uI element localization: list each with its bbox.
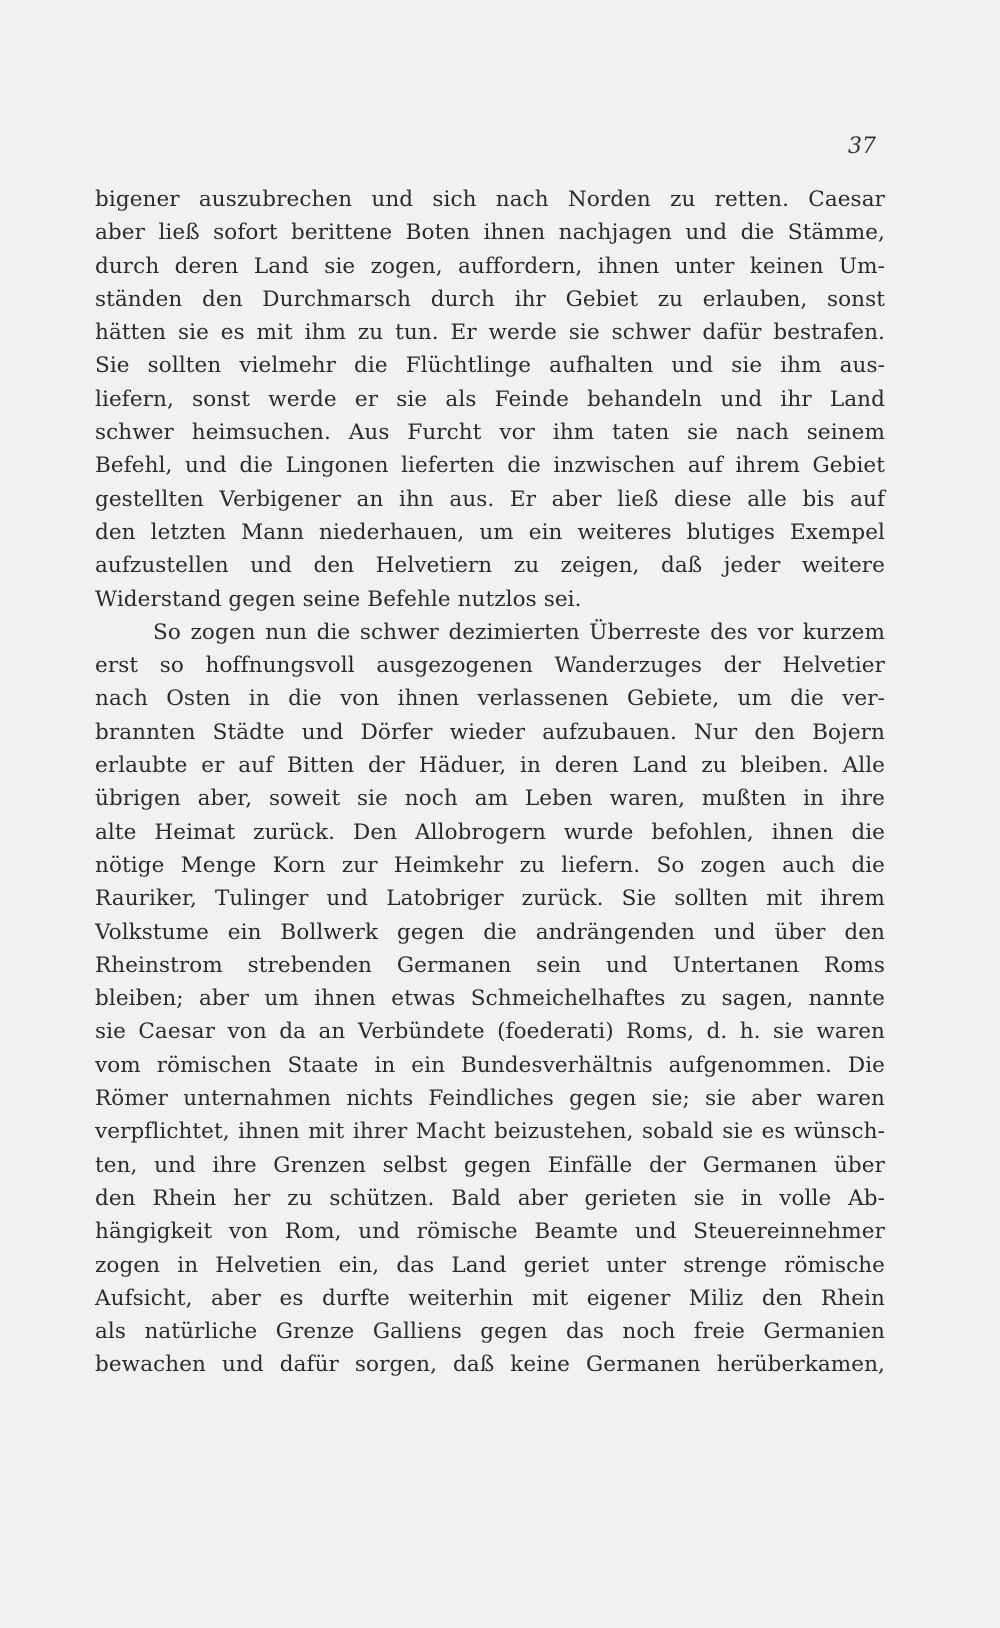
text-line: erst so hoffnungsvoll ausgezogenen Wanderzuges der Helvetier: [95, 653, 885, 679]
text-line: schwer heimsuchen. Aus Furcht vor ihm taten sie nach seinem: [95, 420, 885, 446]
text-line: verpflichtet, ihnen mit ihrer Macht beizustehen, sobald sie es wünsch-: [95, 1119, 885, 1145]
text-line: Sie sollten vielmehr die Flüchtlinge aufhalten und sie ihm aus-: [95, 353, 885, 379]
text-line: den letzten Mann niederhauen, um ein weiteres blutiges Exempel: [95, 519, 885, 545]
text-line: hätten sie es mit ihm zu tun. Er werde sie schwer dafür bestrafen.: [95, 320, 885, 346]
text-line: ständen den Durchmarsch durch ihr Gebiet zu erlauben, sonst: [95, 286, 885, 312]
text-line: nach Osten in die von ihnen verlassenen Gebiete, um die ver-: [95, 686, 885, 712]
text-line: bigener auszubrechen und sich nach Norden zu retten. Caesar: [95, 187, 885, 212]
body-text: [95, 183, 885, 1382]
text-line: nötige Menge Korn zur Heimkehr zu liefern. So zogen auch die: [95, 852, 885, 878]
text-line: gestellten Verbigener an ihn aus. Er aber ließ diese alle bis auf: [95, 486, 885, 512]
text-line: durch deren Land sie zogen, auffordern, ihnen unter keinen Um-: [95, 253, 885, 279]
text-line: Römer unternahmen nichts Feindliches gegen sie; sie aber waren: [95, 1086, 885, 1112]
text-line: ten, und ihre Grenzen selbst gegen Einfälle der Germanen über: [95, 1152, 885, 1178]
text-line: Rheinstrom strebenden Germanen sein und Untertanen Roms: [95, 952, 885, 978]
text-line: liefern, sonst werde er sie als Feinde behandeln und ihr Land: [95, 386, 885, 412]
text-line: alte Heimat zurück. Den Allobrogern wurde befohlen, ihnen die: [95, 819, 885, 845]
text-line: den Rhein her zu schützen. Bald aber gerieten sie in volle Ab-: [95, 1185, 885, 1211]
text-line: bleiben; aber um ihnen etwas Schmeichelhaftes zu sagen, nannte: [95, 986, 885, 1012]
text-line: aufzustellen und den Helvetiern zu zeigen, daß jeder weitere: [95, 553, 885, 579]
text-line: aber ließ sofort berittene Boten ihnen nachjagen und die Stämme,: [95, 220, 885, 246]
text-line: vom römischen Staate in ein Bundesverhältnis aufgenommen. Die: [95, 1052, 885, 1078]
text-line: als natürliche Grenze Galliens gegen das noch freie Germanien: [95, 1319, 885, 1345]
page-number: 37: [848, 134, 876, 159]
paragraph-first-line: So zogen nun die schwer dezimierten Überreste des vor kurzem: [153, 619, 885, 645]
text-line: Befehl, und die Lingonen lieferten die inzwischen auf ihrem Gebiet: [95, 453, 885, 479]
text-line: brannten Städte und Dörfer wieder aufzubauen. Nur den Bojern: [95, 719, 885, 745]
text-line: Volkstume ein Bollwerk gegen die andrängenden und über den: [95, 919, 885, 945]
text-line: hängigkeit von Rom, und römische Beamte und Steuereinnehmer: [95, 1219, 885, 1245]
paragraph-last-line: Widerstand gegen seine Befehle nutzlos sei.: [95, 586, 582, 612]
text-line: Aufsicht, aber es durfte weiterhin mit eigener Miliz den Rhein: [95, 1285, 885, 1311]
text-line: erlaubte er auf Bitten der Häduer, in deren Land zu bleiben. Alle: [95, 753, 885, 779]
text-line: Rauriker, Tulinger und Latobriger zurück. Sie sollten mit ihrem: [95, 886, 885, 912]
text-line: zogen in Helvetien ein, das Land geriet unter strenge römische: [95, 1252, 885, 1278]
text-line: sie Caesar von da an Verbündete (foederati) Roms, d. h. sie waren: [95, 1019, 885, 1045]
text-line: übrigen aber, soweit sie noch am Leben waren, mußten in ihre: [95, 786, 885, 812]
text-line: bewachen und dafür sorgen, daß keine Germanen herüberkamen,: [95, 1352, 885, 1378]
